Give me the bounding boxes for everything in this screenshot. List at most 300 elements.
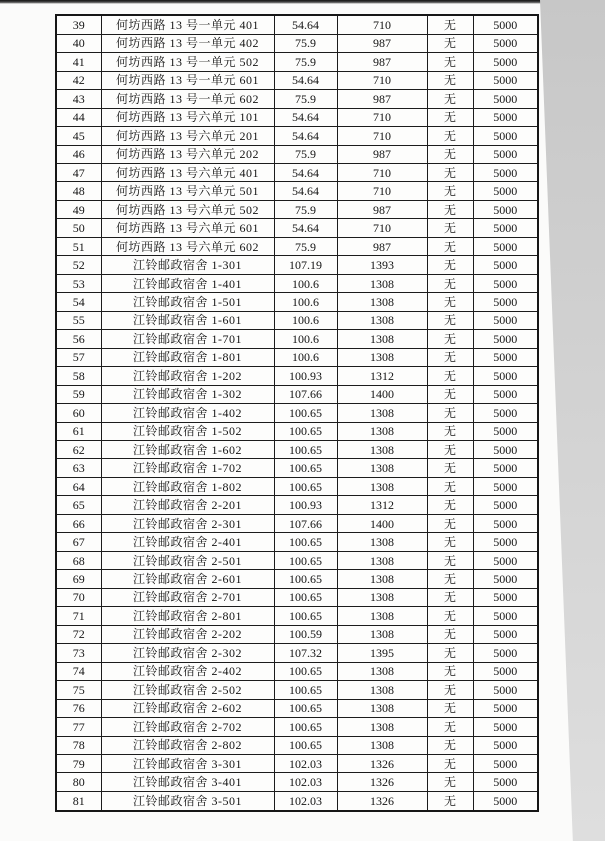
cell-serial: 76 xyxy=(56,699,101,717)
cell-value: 710 xyxy=(337,15,427,34)
cell-area: 100.65 xyxy=(274,736,337,754)
cell-address: 江铃邮政宿舍 2-701 xyxy=(101,588,274,606)
cell-status: 无 xyxy=(427,404,473,422)
table-body xyxy=(56,15,538,811)
cell-status: 无 xyxy=(427,293,473,311)
cell-area: 75.9 xyxy=(274,90,337,108)
cell-status: 无 xyxy=(427,34,473,52)
cell-area: 100.65 xyxy=(274,533,337,551)
cell-serial: 75 xyxy=(56,681,101,699)
cell-status: 无 xyxy=(427,588,473,606)
cell-address: 江铃邮政宿舍 2-501 xyxy=(101,551,274,569)
cell-amount: 5000 xyxy=(473,219,538,237)
cell-value: 1308 xyxy=(337,718,427,736)
cell-amount: 5000 xyxy=(473,367,538,385)
cell-serial: 40 xyxy=(56,34,101,52)
cell-amount: 5000 xyxy=(473,311,538,329)
cell-address: 何坊西路 13 号六单元 202 xyxy=(101,145,274,163)
cell-status: 无 xyxy=(427,90,473,108)
cell-area: 100.65 xyxy=(274,477,337,495)
cell-serial: 52 xyxy=(56,256,101,274)
cell-serial: 72 xyxy=(56,625,101,643)
table-row xyxy=(56,662,538,680)
cell-address: 江铃邮政宿舍 1-701 xyxy=(101,330,274,348)
cell-area: 54.64 xyxy=(274,108,337,126)
table-row xyxy=(56,773,538,791)
cell-status: 无 xyxy=(427,699,473,717)
cell-amount: 5000 xyxy=(473,404,538,422)
table-row xyxy=(56,441,538,459)
cell-address: 江铃邮政宿舍 2-802 xyxy=(101,736,274,754)
cell-value: 710 xyxy=(337,127,427,145)
table-row xyxy=(56,182,538,200)
cell-serial: 57 xyxy=(56,348,101,366)
cell-status: 无 xyxy=(427,662,473,680)
table-row xyxy=(56,588,538,606)
table-row xyxy=(56,163,538,181)
cell-status: 无 xyxy=(427,219,473,237)
cell-status: 无 xyxy=(427,182,473,200)
cell-amount: 5000 xyxy=(473,53,538,71)
cell-status: 无 xyxy=(427,791,473,811)
cell-value: 1308 xyxy=(337,422,427,440)
table-row xyxy=(56,90,538,108)
cell-value: 1308 xyxy=(337,441,427,459)
cell-address: 何坊西路 13 号一单元 502 xyxy=(101,53,274,71)
cell-address: 江铃邮政宿舍 1-501 xyxy=(101,293,274,311)
cell-area: 100.6 xyxy=(274,348,337,366)
property-listing-table xyxy=(55,14,539,812)
table-row xyxy=(56,422,538,440)
cell-amount: 5000 xyxy=(473,625,538,643)
cell-amount: 5000 xyxy=(473,237,538,255)
cell-area: 75.9 xyxy=(274,53,337,71)
cell-amount: 5000 xyxy=(473,773,538,791)
cell-status: 无 xyxy=(427,256,473,274)
cell-amount: 5000 xyxy=(473,607,538,625)
cell-value: 1308 xyxy=(337,625,427,643)
cell-area: 54.64 xyxy=(274,182,337,200)
cell-amount: 5000 xyxy=(473,496,538,514)
table-row xyxy=(56,127,538,145)
cell-area: 54.64 xyxy=(274,15,337,34)
table-row xyxy=(56,404,538,422)
cell-amount: 5000 xyxy=(473,200,538,218)
cell-address: 江铃邮政宿舍 2-402 xyxy=(101,662,274,680)
cell-serial: 44 xyxy=(56,108,101,126)
cell-value: 987 xyxy=(337,34,427,52)
cell-status: 无 xyxy=(427,533,473,551)
cell-amount: 5000 xyxy=(473,256,538,274)
cell-amount: 5000 xyxy=(473,71,538,89)
cell-serial: 74 xyxy=(56,662,101,680)
cell-status: 无 xyxy=(427,367,473,385)
table-row xyxy=(56,699,538,717)
cell-status: 无 xyxy=(427,459,473,477)
cell-value: 1308 xyxy=(337,274,427,292)
cell-amount: 5000 xyxy=(473,15,538,34)
cell-status: 无 xyxy=(427,754,473,772)
table-row xyxy=(56,34,538,52)
cell-status: 无 xyxy=(427,551,473,569)
cell-value: 710 xyxy=(337,108,427,126)
cell-status: 无 xyxy=(427,53,473,71)
cell-status: 无 xyxy=(427,200,473,218)
cell-amount: 5000 xyxy=(473,736,538,754)
cell-value: 1393 xyxy=(337,256,427,274)
cell-status: 无 xyxy=(427,15,473,34)
cell-area: 100.6 xyxy=(274,274,337,292)
cell-area: 54.64 xyxy=(274,219,337,237)
cell-serial: 46 xyxy=(56,145,101,163)
cell-serial: 55 xyxy=(56,311,101,329)
cell-value: 987 xyxy=(337,200,427,218)
cell-area: 100.65 xyxy=(274,404,337,422)
cell-value: 1308 xyxy=(337,607,427,625)
table-row xyxy=(56,644,538,662)
cell-amount: 5000 xyxy=(473,570,538,588)
cell-value: 1308 xyxy=(337,736,427,754)
cell-address: 何坊西路 13 号六单元 501 xyxy=(101,182,274,200)
cell-status: 无 xyxy=(427,127,473,145)
cell-amount: 5000 xyxy=(473,459,538,477)
cell-address: 江铃邮政宿舍 2-301 xyxy=(101,514,274,532)
cell-value: 987 xyxy=(337,145,427,163)
table-row xyxy=(56,791,538,811)
cell-value: 1308 xyxy=(337,459,427,477)
cell-value: 1308 xyxy=(337,699,427,717)
cell-address: 江铃邮政宿舍 2-201 xyxy=(101,496,274,514)
cell-address: 江铃邮政宿舍 3-501 xyxy=(101,791,274,811)
cell-value: 1308 xyxy=(337,570,427,588)
cell-status: 无 xyxy=(427,385,473,403)
table-row xyxy=(56,459,538,477)
cell-address: 江铃邮政宿舍 1-301 xyxy=(101,256,274,274)
cell-status: 无 xyxy=(427,773,473,791)
cell-area: 100.65 xyxy=(274,570,337,588)
cell-amount: 5000 xyxy=(473,274,538,292)
cell-amount: 5000 xyxy=(473,754,538,772)
cell-address: 何坊西路 13 号一单元 401 xyxy=(101,15,274,34)
cell-address: 江铃邮政宿舍 1-802 xyxy=(101,477,274,495)
cell-value: 987 xyxy=(337,237,427,255)
table-row xyxy=(56,514,538,532)
table-row xyxy=(56,718,538,736)
cell-status: 无 xyxy=(427,108,473,126)
table-row xyxy=(56,681,538,699)
cell-address: 何坊西路 13 号六单元 601 xyxy=(101,219,274,237)
cell-amount: 5000 xyxy=(473,163,538,181)
table-row xyxy=(56,108,538,126)
cell-area: 107.66 xyxy=(274,385,337,403)
cell-amount: 5000 xyxy=(473,791,538,811)
cell-area: 102.03 xyxy=(274,773,337,791)
cell-value: 1312 xyxy=(337,496,427,514)
cell-address: 江铃邮政宿舍 2-302 xyxy=(101,644,274,662)
cell-status: 无 xyxy=(427,625,473,643)
cell-amount: 5000 xyxy=(473,145,538,163)
table-row xyxy=(56,256,538,274)
cell-serial: 45 xyxy=(56,127,101,145)
cell-value: 710 xyxy=(337,71,427,89)
table-row xyxy=(56,533,538,551)
cell-address: 江铃邮政宿舍 1-601 xyxy=(101,311,274,329)
cell-amount: 5000 xyxy=(473,644,538,662)
cell-value: 987 xyxy=(337,53,427,71)
cell-status: 无 xyxy=(427,441,473,459)
cell-value: 710 xyxy=(337,163,427,181)
cell-area: 107.32 xyxy=(274,644,337,662)
cell-amount: 5000 xyxy=(473,330,538,348)
cell-amount: 5000 xyxy=(473,182,538,200)
cell-value: 1308 xyxy=(337,477,427,495)
cell-area: 102.03 xyxy=(274,754,337,772)
cell-status: 无 xyxy=(427,607,473,625)
cell-area: 54.64 xyxy=(274,127,337,145)
cell-status: 无 xyxy=(427,514,473,532)
cell-value: 1400 xyxy=(337,385,427,403)
table-row xyxy=(56,274,538,292)
cell-value: 1308 xyxy=(337,533,427,551)
cell-amount: 5000 xyxy=(473,662,538,680)
cell-address: 何坊西路 13 号一单元 602 xyxy=(101,90,274,108)
cell-address: 何坊西路 13 号六单元 502 xyxy=(101,200,274,218)
cell-area: 100.93 xyxy=(274,367,337,385)
cell-area: 100.65 xyxy=(274,699,337,717)
cell-serial: 80 xyxy=(56,773,101,791)
cell-address: 江铃邮政宿舍 1-502 xyxy=(101,422,274,440)
cell-value: 1308 xyxy=(337,330,427,348)
table-row xyxy=(56,607,538,625)
cell-amount: 5000 xyxy=(473,385,538,403)
cell-area: 100.6 xyxy=(274,311,337,329)
cell-amount: 5000 xyxy=(473,551,538,569)
cell-address: 江铃邮政宿舍 1-302 xyxy=(101,385,274,403)
cell-value: 1308 xyxy=(337,311,427,329)
cell-serial: 71 xyxy=(56,607,101,625)
cell-value: 710 xyxy=(337,219,427,237)
cell-address: 江铃邮政宿舍 1-202 xyxy=(101,367,274,385)
cell-area: 100.59 xyxy=(274,625,337,643)
table-row xyxy=(56,71,538,89)
cell-amount: 5000 xyxy=(473,514,538,532)
cell-value: 1400 xyxy=(337,514,427,532)
cell-serial: 60 xyxy=(56,404,101,422)
cell-amount: 5000 xyxy=(473,718,538,736)
cell-area: 100.65 xyxy=(274,551,337,569)
cell-area: 100.65 xyxy=(274,459,337,477)
cell-amount: 5000 xyxy=(473,34,538,52)
cell-serial: 41 xyxy=(56,53,101,71)
cell-area: 100.65 xyxy=(274,607,337,625)
cell-address: 江铃邮政宿舍 1-702 xyxy=(101,459,274,477)
cell-amount: 5000 xyxy=(473,90,538,108)
cell-status: 无 xyxy=(427,718,473,736)
cell-status: 无 xyxy=(427,681,473,699)
cell-address: 江铃邮政宿舍 2-801 xyxy=(101,607,274,625)
cell-value: 1308 xyxy=(337,662,427,680)
cell-value: 1395 xyxy=(337,644,427,662)
cell-value: 1308 xyxy=(337,348,427,366)
cell-address: 江铃邮政宿舍 1-602 xyxy=(101,441,274,459)
cell-status: 无 xyxy=(427,477,473,495)
cell-amount: 5000 xyxy=(473,699,538,717)
cell-amount: 5000 xyxy=(473,127,538,145)
cell-status: 无 xyxy=(427,71,473,89)
cell-amount: 5000 xyxy=(473,348,538,366)
scan-top-edge xyxy=(0,0,605,4)
cell-amount: 5000 xyxy=(473,108,538,126)
table-row xyxy=(56,219,538,237)
cell-address: 江铃邮政宿舍 2-702 xyxy=(101,718,274,736)
cell-status: 无 xyxy=(427,570,473,588)
cell-serial: 59 xyxy=(56,385,101,403)
cell-serial: 48 xyxy=(56,182,101,200)
cell-status: 无 xyxy=(427,311,473,329)
cell-address: 江铃邮政宿舍 1-402 xyxy=(101,404,274,422)
table-row xyxy=(56,551,538,569)
cell-address: 何坊西路 13 号六单元 602 xyxy=(101,237,274,255)
cell-value: 1308 xyxy=(337,404,427,422)
cell-area: 75.9 xyxy=(274,34,337,52)
table-row xyxy=(56,348,538,366)
cell-serial: 43 xyxy=(56,90,101,108)
cell-value: 1308 xyxy=(337,293,427,311)
cell-serial: 69 xyxy=(56,570,101,588)
cell-area: 100.93 xyxy=(274,496,337,514)
table-row xyxy=(56,496,538,514)
cell-area: 100.65 xyxy=(274,441,337,459)
cell-amount: 5000 xyxy=(473,681,538,699)
cell-serial: 42 xyxy=(56,71,101,89)
table-row xyxy=(56,736,538,754)
cell-serial: 67 xyxy=(56,533,101,551)
cell-serial: 58 xyxy=(56,367,101,385)
cell-area: 102.03 xyxy=(274,791,337,811)
cell-amount: 5000 xyxy=(473,441,538,459)
table-row xyxy=(56,53,538,71)
scan-right-margin-shade xyxy=(538,0,605,841)
cell-address: 江铃邮政宿舍 1-801 xyxy=(101,348,274,366)
cell-status: 无 xyxy=(427,274,473,292)
cell-address: 江铃邮政宿舍 3-401 xyxy=(101,773,274,791)
cell-serial: 65 xyxy=(56,496,101,514)
cell-serial: 66 xyxy=(56,514,101,532)
cell-area: 100.6 xyxy=(274,293,337,311)
cell-serial: 51 xyxy=(56,237,101,255)
cell-value: 1326 xyxy=(337,791,427,811)
cell-address: 江铃邮政宿舍 3-301 xyxy=(101,754,274,772)
cell-status: 无 xyxy=(427,422,473,440)
cell-area: 100.65 xyxy=(274,422,337,440)
cell-serial: 63 xyxy=(56,459,101,477)
cell-address: 何坊西路 13 号六单元 101 xyxy=(101,108,274,126)
cell-address: 何坊西路 13 号一单元 601 xyxy=(101,71,274,89)
cell-serial: 78 xyxy=(56,736,101,754)
cell-value: 987 xyxy=(337,90,427,108)
cell-serial: 64 xyxy=(56,477,101,495)
cell-status: 无 xyxy=(427,145,473,163)
cell-status: 无 xyxy=(427,644,473,662)
cell-serial: 47 xyxy=(56,163,101,181)
cell-amount: 5000 xyxy=(473,477,538,495)
cell-serial: 61 xyxy=(56,422,101,440)
cell-value: 1326 xyxy=(337,773,427,791)
cell-value: 1308 xyxy=(337,681,427,699)
cell-serial: 50 xyxy=(56,219,101,237)
cell-value: 710 xyxy=(337,182,427,200)
cell-serial: 53 xyxy=(56,274,101,292)
cell-value: 1312 xyxy=(337,367,427,385)
cell-address: 江铃邮政宿舍 2-401 xyxy=(101,533,274,551)
cell-status: 无 xyxy=(427,330,473,348)
cell-address: 江铃邮政宿舍 2-202 xyxy=(101,625,274,643)
cell-serial: 39 xyxy=(56,15,101,34)
cell-serial: 70 xyxy=(56,588,101,606)
table-row xyxy=(56,200,538,218)
cell-area: 75.9 xyxy=(274,145,337,163)
cell-value: 1326 xyxy=(337,754,427,772)
table-row xyxy=(56,145,538,163)
table-row xyxy=(56,385,538,403)
table-row xyxy=(56,15,538,34)
table-row xyxy=(56,754,538,772)
cell-status: 无 xyxy=(427,237,473,255)
table-row xyxy=(56,293,538,311)
cell-area: 100.65 xyxy=(274,662,337,680)
cell-address: 江铃邮政宿舍 2-601 xyxy=(101,570,274,588)
cell-serial: 81 xyxy=(56,791,101,811)
cell-area: 54.64 xyxy=(274,163,337,181)
cell-serial: 54 xyxy=(56,293,101,311)
cell-area: 107.66 xyxy=(274,514,337,532)
table-row xyxy=(56,570,538,588)
cell-amount: 5000 xyxy=(473,422,538,440)
cell-amount: 5000 xyxy=(473,533,538,551)
cell-area: 54.64 xyxy=(274,71,337,89)
cell-area: 75.9 xyxy=(274,237,337,255)
cell-area: 100.65 xyxy=(274,588,337,606)
cell-area: 100.6 xyxy=(274,330,337,348)
cell-area: 75.9 xyxy=(274,200,337,218)
table-row xyxy=(56,330,538,348)
cell-serial: 68 xyxy=(56,551,101,569)
cell-status: 无 xyxy=(427,736,473,754)
cell-serial: 62 xyxy=(56,441,101,459)
cell-address: 江铃邮政宿舍 1-401 xyxy=(101,274,274,292)
cell-area: 107.19 xyxy=(274,256,337,274)
cell-serial: 56 xyxy=(56,330,101,348)
cell-status: 无 xyxy=(427,163,473,181)
table-row xyxy=(56,237,538,255)
cell-serial: 77 xyxy=(56,718,101,736)
cell-amount: 5000 xyxy=(473,588,538,606)
cell-address: 何坊西路 13 号六单元 201 xyxy=(101,127,274,145)
cell-address: 何坊西路 13 号一单元 402 xyxy=(101,34,274,52)
cell-serial: 73 xyxy=(56,644,101,662)
cell-value: 1308 xyxy=(337,588,427,606)
table-row xyxy=(56,477,538,495)
table-row xyxy=(56,625,538,643)
cell-area: 100.65 xyxy=(274,681,337,699)
cell-value: 1308 xyxy=(337,551,427,569)
cell-status: 无 xyxy=(427,496,473,514)
cell-amount: 5000 xyxy=(473,293,538,311)
table-row xyxy=(56,367,538,385)
cell-address: 江铃邮政宿舍 2-602 xyxy=(101,699,274,717)
cell-status: 无 xyxy=(427,348,473,366)
cell-serial: 49 xyxy=(56,200,101,218)
